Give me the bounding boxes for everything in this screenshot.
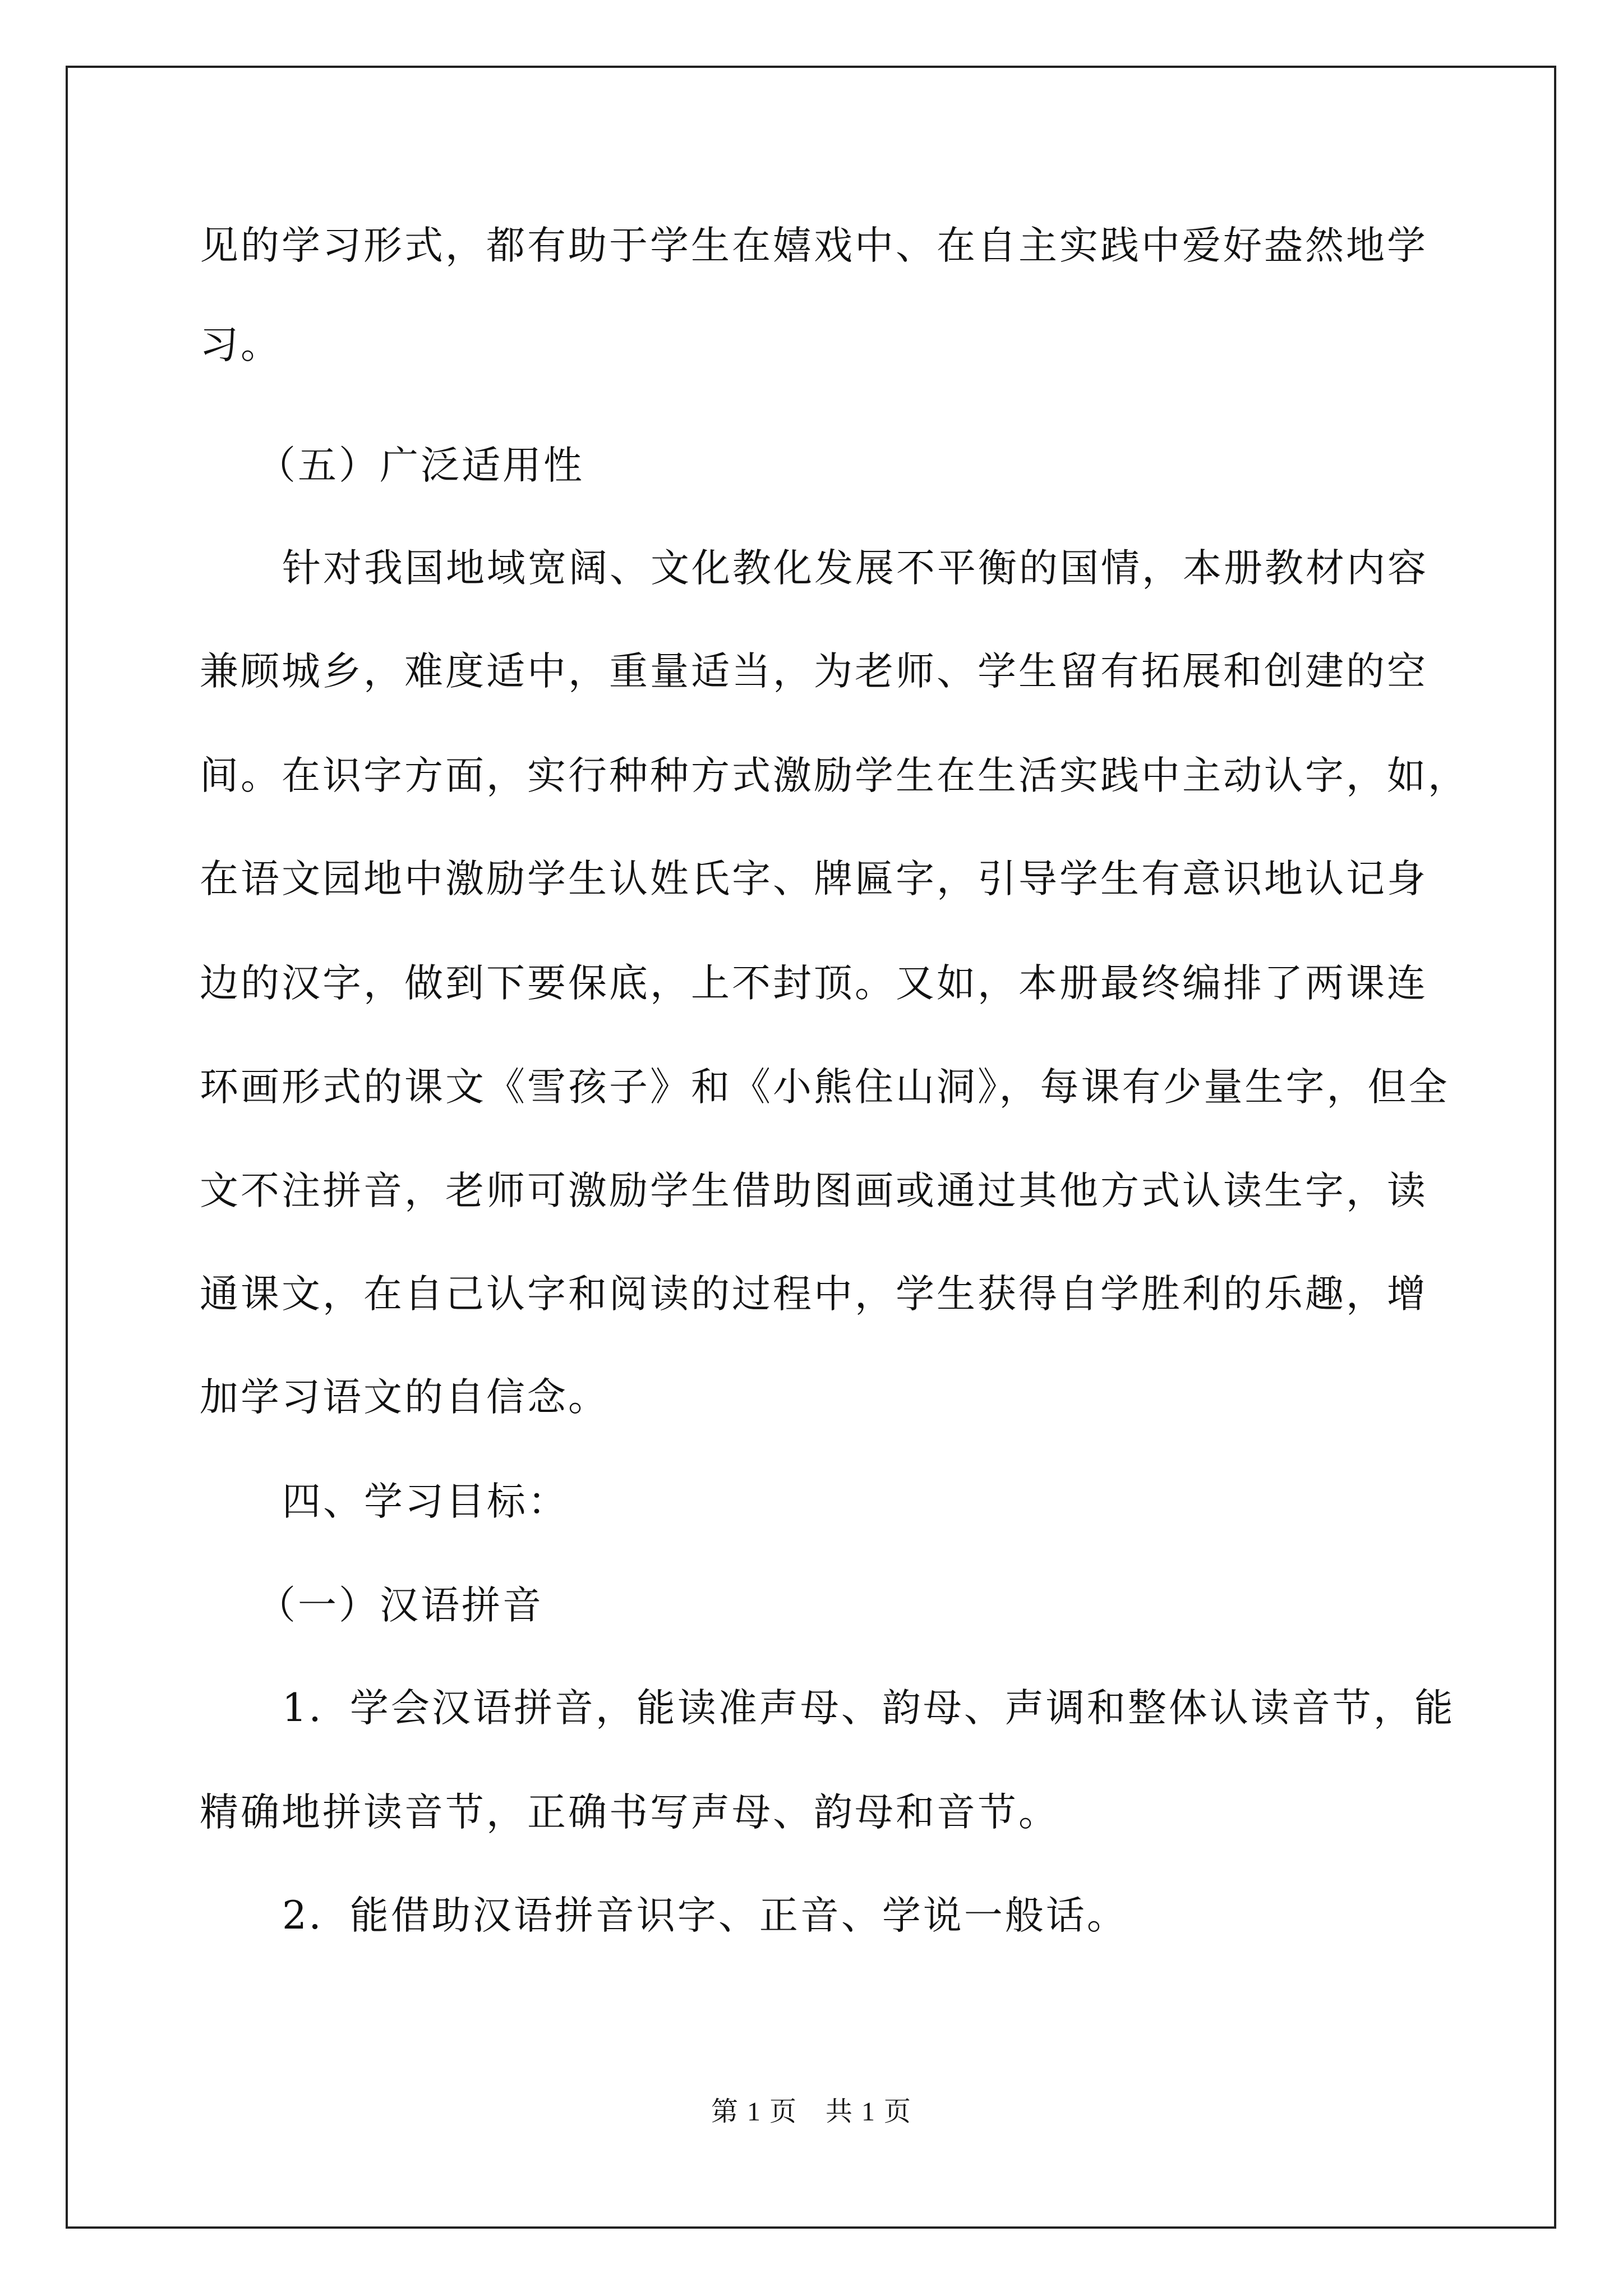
paragraph-first-line: 针对我国地域宽阔、文化教化发展不平衡的国情，本册教材内容	[282, 546, 1428, 591]
body-line: 见的学习形式，都有助于学生在嬉戏中、在自主实践中爱好盎然地学	[200, 223, 1428, 268]
body-line: 在语文园地中激励学生认姓氏字、牌匾字，引导学生有意识地认记身	[200, 857, 1428, 901]
body-line: 边的汉字，做到下要保底，上不封顶。又如，本册最终编排了两课连	[200, 961, 1428, 1006]
body-line: 通课文，在自己认字和阅读的过程中，学生获得自学胜利的乐趣，增	[200, 1272, 1428, 1317]
section-heading: （五）广泛适用性	[257, 443, 584, 488]
body-line: 精确地拼读音节，正确书写声母、韵母和音节。	[200, 1790, 1059, 1835]
body-line: 环画形式的课文《雪孩子》和《小熊住山洞》，每课有少量生字，但全	[200, 1065, 1450, 1110]
body-line: 加学习语文的自信念。	[200, 1375, 609, 1420]
list-item-first-line: 2．能借助汉语拼音识字、正音、学说一般话。	[282, 1893, 1128, 1938]
body-line: 习。	[200, 323, 282, 367]
subsection-heading: （一）汉语拼音	[257, 1583, 543, 1628]
page-footer: 第 1 页 共 1 页	[711, 2097, 912, 2127]
section-heading: 四、学习目标：	[282, 1479, 569, 1524]
body-line: 文不注拼音，老师可激励学生借助图画或通过其他方式认读生字，读	[200, 1168, 1428, 1213]
list-item-first-line: 1．学会汉语拼音，能读准声母、韵母、声调和整体认读音节，能	[282, 1686, 1455, 1731]
body-line: 兼顾城乡，难度适中，重量适当，为老师、学生留有拓展和创建的空	[200, 649, 1428, 694]
body-line: 间。在识字方面，实行种种方式激励学生在生活实践中主动认字，如，	[200, 753, 1469, 798]
